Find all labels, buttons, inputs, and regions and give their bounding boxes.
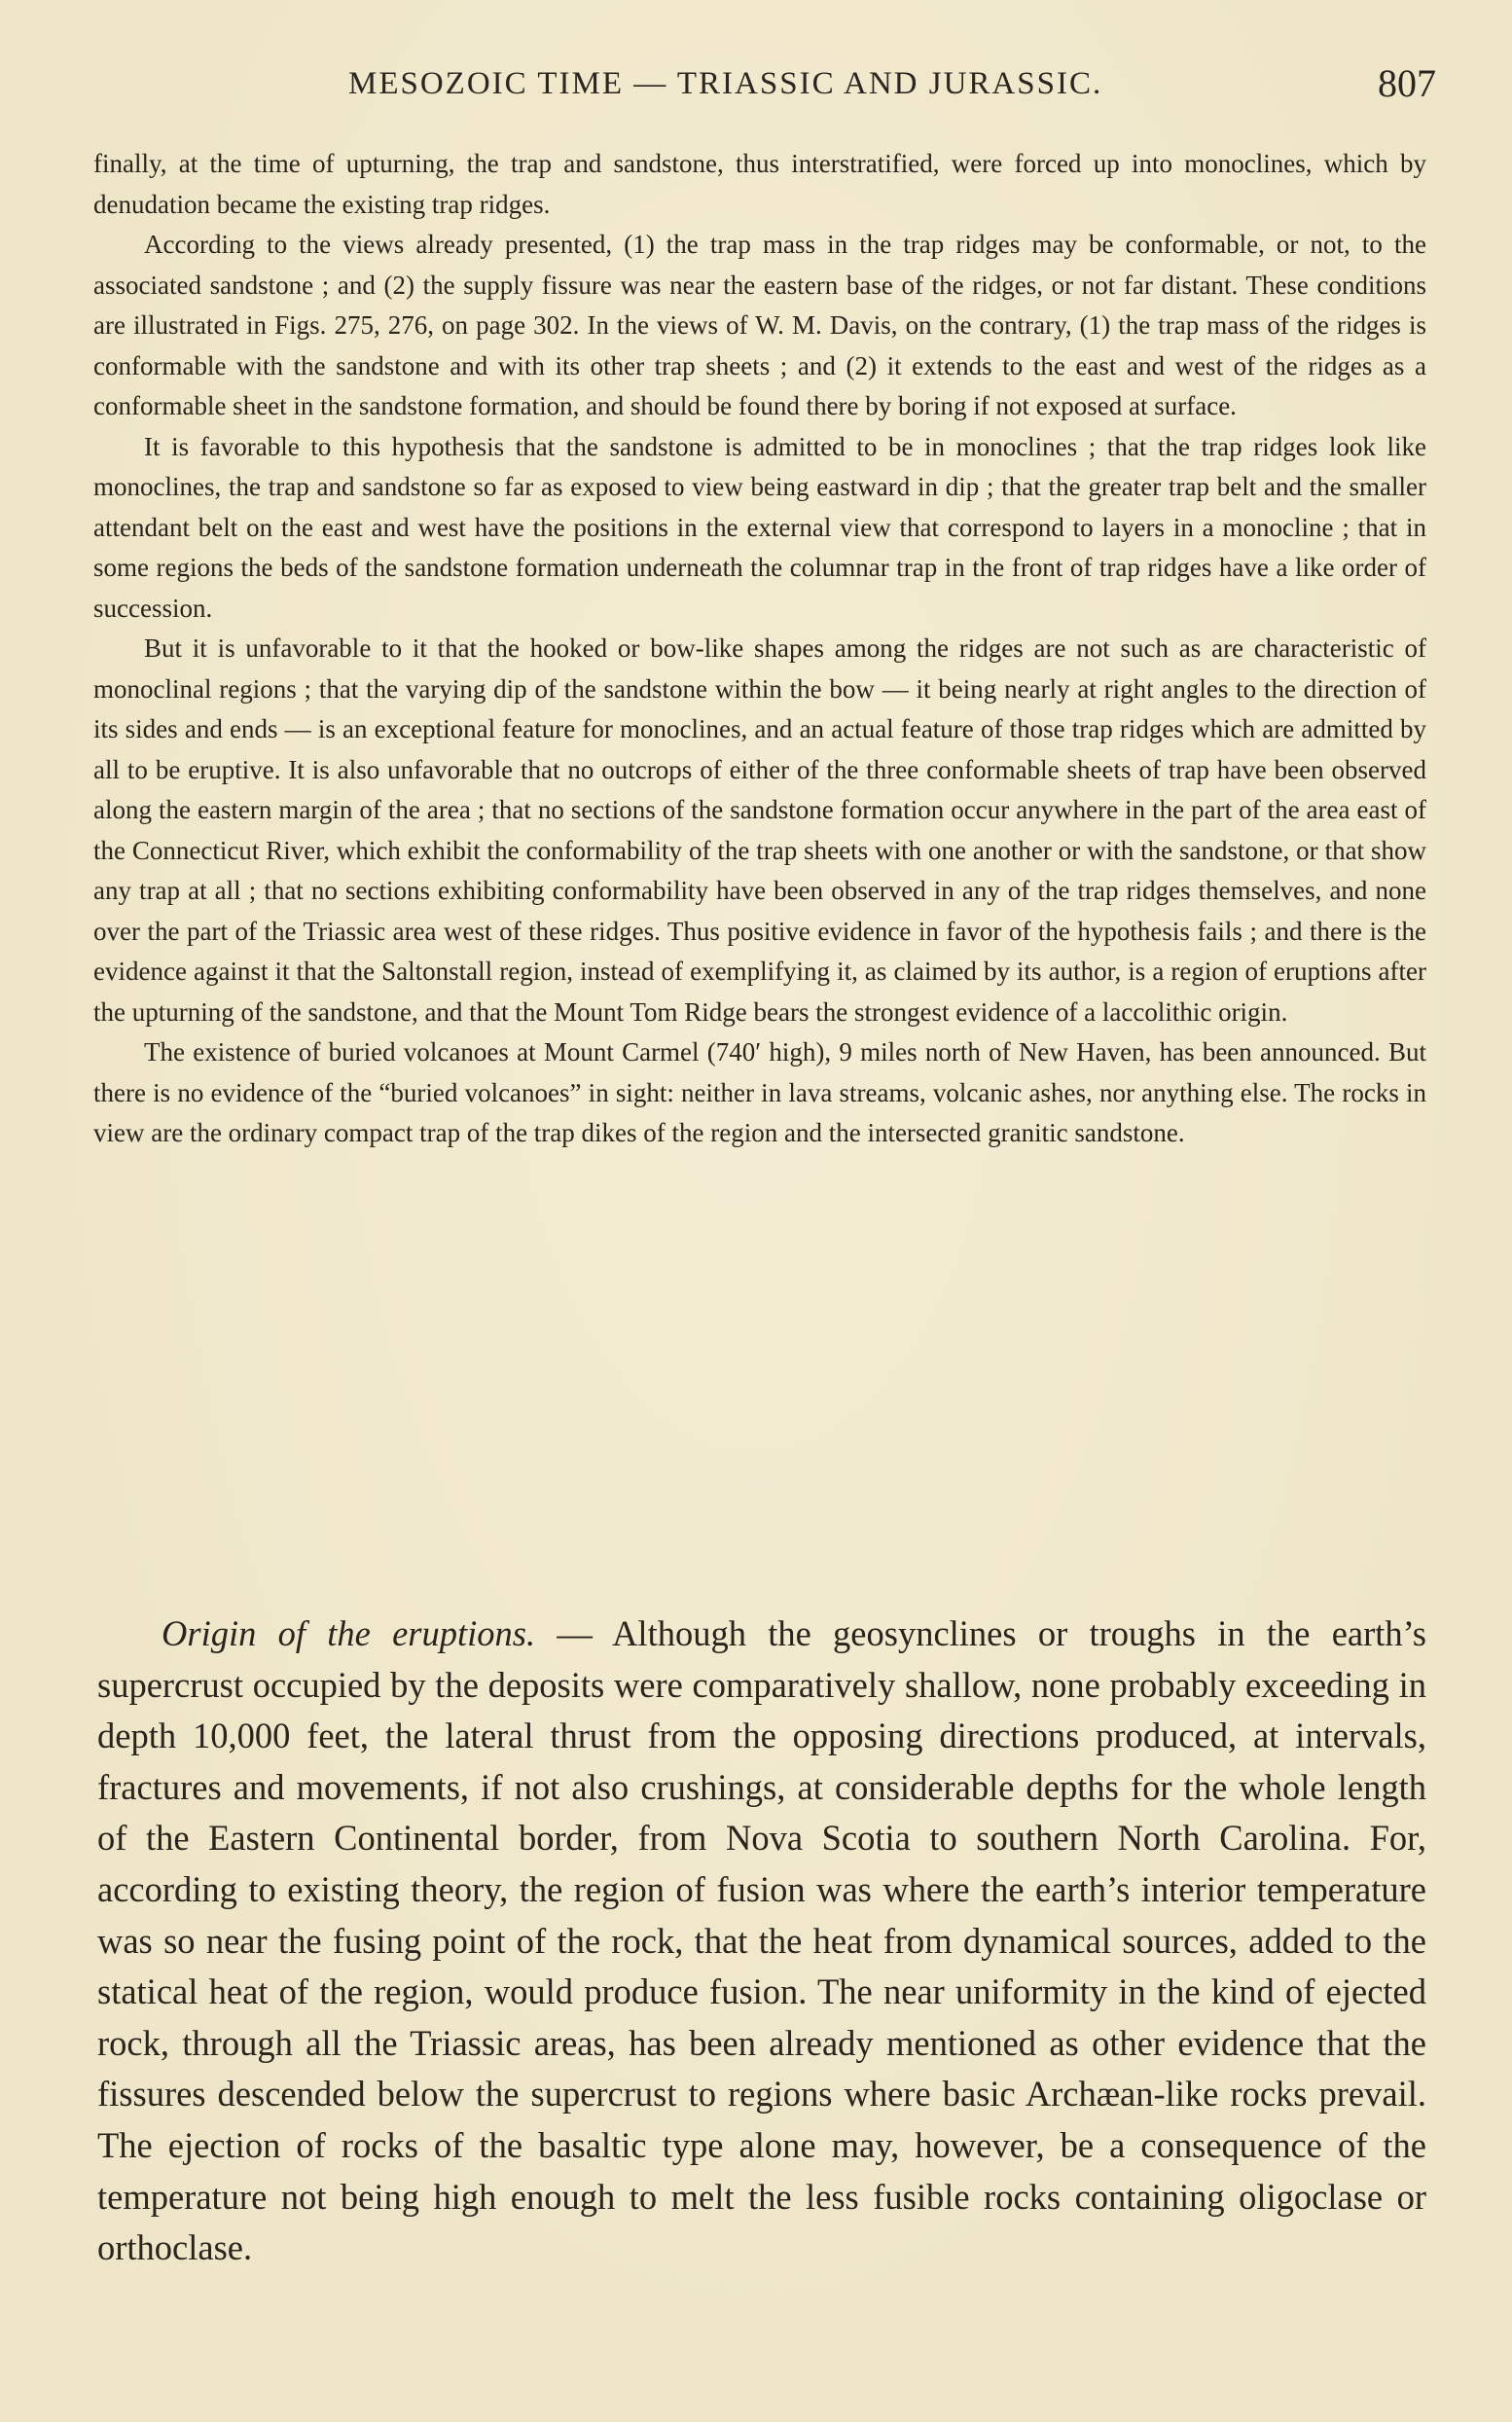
running-header [93, 60, 1436, 109]
paragraph-favorable: It is favorable to this hypothesis that the sandstone is admitted to be in monoclines ; that the trap ridges look like monoclines, the trap and sandstone so far as exposed to view being eastward in dip ; that the greater trap belt and the smaller attendant belt on the east and west have the positions in the external view that correspond to layers in a monocline ; that in some regions the beds of the sandstone formation underneath the columnar trap in the front of trap ridges have a like order of succession. [93, 431, 1426, 623]
paragraph-views-presented: According to the views already presented, (1) the trap mass in the trap ridges may be conformable, or not, to the associated sandstone ; and (2) the supply fissure was near the eastern base of the ridges, or not far distant. These conditions are illustrated in Figs. 275, 276, on page 302. In the views of W. M. Davis, on the contrary, (1) the trap mass of the ridges is conformable with the sandstone and with its other trap sheets ; and (2) it extends to the east and west of the ridges as a conformable sheet in the sandstone formation, and should be found there by boring if not exposed at surface. [93, 230, 1426, 420]
paragraph-origin-of-eruptions [97, 1609, 1426, 2274]
paragraph-buried-volcanoes: The existence of buried volcanoes at Mount Carmel (740′ high), 9 miles north of New Haven, has been announced. But there is no evidence of the “buried volcanoes” in sight: neither in lava streams, volcanic ashes, nor anything else. The rocks in view are the ordinary compact trap of the trap dikes of the region and the intersected granitic sandstone. [93, 1037, 1426, 1147]
section-body-text: — Although the geosynclines or troughs in the earth’s supercrust occupied by the deposits were comparatively shallow, none probably exceeding in depth 10,000 feet, the lateral thrust from the opposing directions produced, at intervals, fractures and movements, if not also crushings, at considerable depths for the whole length of the Eastern Continental border, from Nova Scotia to southern North Carolina. For, according to existing theory, the region of fusion was where the earth’s interior temperature was so near the fusing point of the rock, that the heat from dynamical sources, added to the statical heat of the region, would produce fusion. The near uniformity in the kind of ejected rock, through all the Triassic areas, has been already mentioned as other evidence that the fissures descended below the supercrust to regions where basic Archæan-like rocks prevail. The ejection of rocks of the basaltic type alone may, however, be a consequence of the temperature not being high enough to melt the less fusible rocks containing oligoclase or orthoclase. [97, 1613, 1426, 2268]
main-text-section [97, 1609, 1426, 2274]
paragraph-unfavorable: But it is unfavorable to it that the hooked or bow-like shapes among the ridges are not such as are characteristic of monoclinal regions ; that the varying dip of the sandstone within the bow — it being nearly at right angles to the direction of its sides and ends — is an exceptional feature for monoclines, and an actual feature of those trap ridges which are admitted by all to be eruptive. It is also unfavorable that no outcrops of either of the three conformable sheets of trap have been observed along the eastern margin of the area ; that no sections of the sandstone formation occur anywhere in the part of the area east of the Connecticut River, which exhibit the conformability of the trap sheets with one another or with the sandstone, or that show any trap at all ; that no sections exhibiting conformability have been observed in any of the trap ridges themselves, and none over the part of the Triassic area west of these ridges. Thus positive evidence in favor of the hypothesis fails ; and there is the evidence against it that the Saltonstall region, instead of exemplifying it, as claimed by its author, is a region of eruptions after the upturning of the sandstone, and that the Mount Tom Ridge bears the strongest evidence of a laccolithic origin. [93, 633, 1426, 1027]
small-print-section [93, 144, 1426, 1154]
paragraph-continuation: finally, at the time of upturning, the trap and sandstone, thus interstratified, were forced up into monoclines, which by denudation became the existing trap ridges. [93, 149, 1426, 219]
page-number: 807 [1378, 61, 1436, 105]
running-title: MESOZOIC TIME — TRIASSIC AND JURASSIC. [348, 66, 1103, 101]
section-heading: Origin of the eruptions. [162, 1613, 536, 1653]
